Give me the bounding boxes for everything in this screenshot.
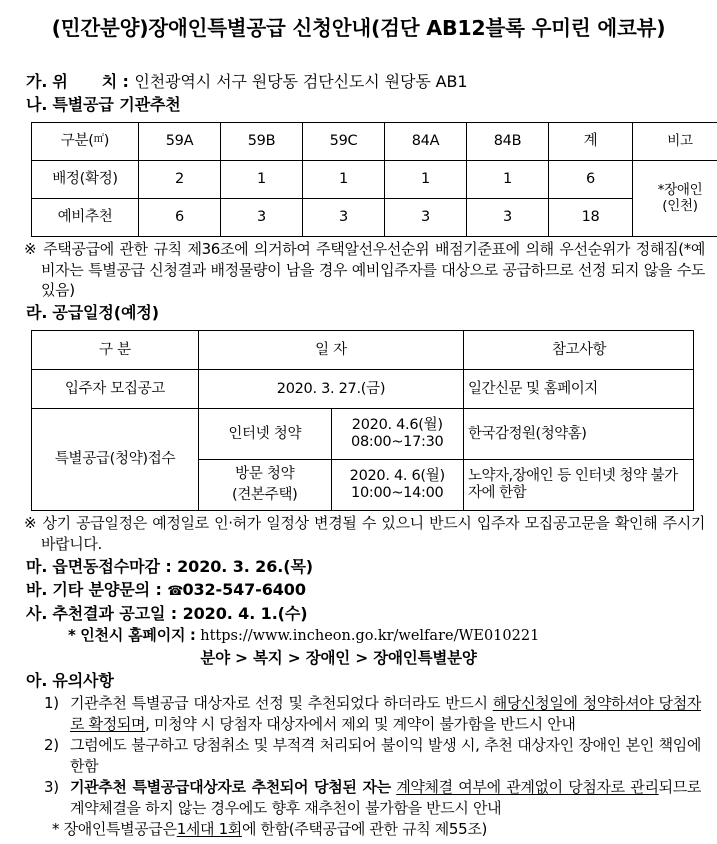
section-result-notice (0, 602, 717, 625)
caution-marker-3: 3) (44, 777, 59, 796)
date-internet-line-2: 08:00~17:30 (351, 434, 444, 451)
section-location-marker: 가. (26, 71, 48, 91)
final-note-bullet: * (52, 819, 60, 838)
cell-reference-internet: 한국감정원(청약홈) (464, 409, 694, 460)
cell-division-special-apply: 특별공급(청약)접수 (32, 409, 199, 511)
section-inquiry (0, 578, 717, 602)
list-item (44, 777, 701, 819)
table-row-header (32, 123, 717, 161)
cell-reference-recruit-notice: 일간신문 및 홈페이지 (464, 370, 694, 409)
header-cell-date: 일 자 (199, 331, 464, 370)
caution-text-3-part2: 되므로 계약체결을 하지 않는 경우에도 향후 재추천이 불가함을 반드시 안내 (70, 777, 702, 817)
section-deadline-label: 읍면동접수마감 (52, 556, 160, 576)
schedule-table (31, 330, 694, 511)
caution-text-1-part1: 기관추천 특별공급 대상자로 선정 및 추천되었다 하더라도 반드시 (70, 693, 493, 712)
method-visit-line-1: 방문 청약 (235, 466, 295, 483)
cell-assigned-84a: 1 (385, 161, 467, 199)
section-location (0, 70, 717, 93)
caution-marker-2: 2) (44, 735, 59, 754)
cell-reserve-84b: 3 (467, 199, 549, 237)
homepage-line (0, 625, 717, 647)
table-row (32, 409, 694, 460)
cell-reserve-59b: 3 (221, 199, 303, 237)
list-item (44, 693, 701, 735)
document-title: (민간분양)장애인특별공급 신청안내(검단 AB12블록 우미린 에코뷰) (51, 16, 666, 40)
header-cell-59b: 59B (221, 123, 303, 161)
cell-assigned-59a: 2 (139, 161, 221, 199)
method-visit-line-2: (견본주택) (231, 487, 298, 504)
cell-date-visit (331, 460, 464, 511)
date-internet-line-1: 2020. 4.6(월) (351, 416, 443, 433)
section-cautions (0, 669, 717, 692)
final-note-part1: 장애인특별공급은 (63, 819, 177, 838)
header-division-base: 구분( (60, 133, 94, 150)
section-inquiry-label: 기타 분양문의 (52, 579, 150, 599)
header-cell-59a: 59A (139, 123, 221, 161)
cell-assigned-total: 6 (549, 161, 633, 199)
cell-method-internet (199, 409, 332, 460)
cell-assigned-59c: 1 (303, 161, 385, 199)
header-cell-total: 계 (549, 123, 633, 161)
section-inquiry-marker: 바. (26, 579, 48, 599)
section-location-label-b: 치 (101, 71, 118, 91)
final-note (52, 819, 701, 840)
section-result-notice-colon: : (170, 603, 178, 623)
section-deadline-colon: : (165, 556, 172, 576)
section-special-supply-label: 특별공급 기관추천 (52, 94, 181, 114)
caution-text-1-part2: , 미청약 시 당첨자 대상자에서 제외 및 계약이 불가함을 반드시 안내 (145, 714, 576, 733)
header-cell-84a: 84A (385, 123, 467, 161)
cell-remarks-value (633, 161, 717, 237)
section-deadline-value: 2020. 3. 26.(목) (177, 556, 314, 576)
homepage-url[interactable]: https://www.incheon.go.kr/welfare/WE010221 (200, 627, 540, 644)
section-deadline (0, 555, 717, 578)
allocation-table (31, 122, 717, 237)
date-visit-line-1: 2020. 4. 6(월) (349, 467, 445, 484)
homepage-label: 인천시 홈페이지 (80, 625, 186, 644)
table-row (32, 199, 717, 237)
section-location-value: 인천광역시 서구 원당동 검단신도시 원당동 AB1 (134, 71, 468, 91)
section-inquiry-value: 032-547-6400 (182, 579, 306, 599)
section-location-colon: : (122, 71, 129, 91)
section-schedule-marker: 라. (26, 303, 48, 323)
section-cautions-label: 유의사항 (52, 671, 114, 691)
cell-division-recruit-notice: 입주자 모집공고 (32, 370, 199, 409)
header-cell-remarks: 비고 (633, 123, 717, 161)
section-deadline-marker: 마. (26, 556, 48, 576)
cell-assigned-84b: 1 (467, 161, 549, 199)
allocation-note-text: 주택공급에 관한 규칙 제36조에 의거하여 주택알선우선순위 배점기준표에 의해 우선순위가 정해짐(*예비자는 특별공급 신청결과 배정물량이 남을 경우 예비입주자를 대상으로 공급하므로 선정 되지 않을 수도 있음) (41, 240, 706, 300)
remarks-line-2: (인천) (662, 197, 698, 214)
homepage-colon: : (189, 625, 196, 644)
header-cell-division (32, 123, 139, 161)
telephone-icon: ☎ (167, 583, 183, 599)
caution-marker-1: 1) (44, 693, 59, 712)
caution-bold-3: 기관추천 특별공급대상자로 추천되어 당첨된 자는 (70, 777, 391, 796)
section-cautions-marker: 아. (26, 671, 48, 691)
row-label-assigned: 배정(확정) (32, 161, 139, 199)
schedule-note (0, 513, 717, 554)
allocation-note-symbol: ※ (24, 240, 38, 259)
caution-underline-3: 계약체결 여부에 관계없이 당첨자로 관리 (396, 777, 659, 796)
section-result-notice-label: 추천결과 공고일 (52, 603, 166, 623)
cell-assigned-59b: 1 (221, 161, 303, 199)
cell-reserve-total: 18 (549, 199, 633, 237)
section-schedule (0, 301, 717, 324)
section-result-notice-value: 2020. 4. 1.(수) (182, 603, 308, 623)
header-division-unit: ㎡ (93, 132, 104, 145)
schedule-note-text: 상기 공급일정은 예정일로 인·허가 일정상 변경될 수 있으니 반드시 입주자 모집공고문을 확인해 주시기 바랍니다. (41, 514, 706, 554)
table-row (32, 161, 717, 199)
method-internet-line-1: 인터넷 청약 (228, 425, 302, 442)
table-row (32, 370, 694, 409)
schedule-note-symbol: ※ (24, 514, 38, 533)
final-note-underline: 1세대 1회 (176, 819, 242, 838)
caution-text-2-part1: 그럼에도 불구하고 당첨취소 및 부적격 처리되어 불이익 발생 시, 추천 대상자인 장애인 본인 책임에 한함 (70, 735, 701, 775)
table-row-header (32, 331, 694, 370)
header-cell-division: 구 분 (32, 331, 199, 370)
homepage-bullet: * (68, 625, 76, 644)
header-cell-reference: 참고사항 (464, 331, 694, 370)
section-special-supply (0, 93, 717, 116)
row-label-reserve: 예비추천 (32, 199, 139, 237)
caution-list (0, 693, 717, 819)
header-cell-84b: 84B (467, 123, 549, 161)
caution-underline-1: 해당신청일에 청약하셔야 당첨자로 확정되며 (70, 693, 701, 733)
section-special-supply-marker: 나. (26, 94, 48, 114)
cell-reserve-59c: 3 (303, 199, 385, 237)
remarks-line-1: *장애인 (657, 182, 703, 199)
breadcrumb: 분야 > 복지 > 장애인 > 장애인특별분양 (200, 648, 477, 667)
cell-reference-visit: 노약자,장애인 등 인터넷 청약 불가자에 한함 (464, 460, 694, 511)
section-inquiry-colon: : (155, 579, 162, 599)
cell-date-recruit-notice: 2020. 3. 27.(금) (199, 370, 464, 409)
header-division-close: ) (103, 133, 110, 150)
section-location-label-a: 위 (52, 71, 68, 91)
cell-method-visit (199, 460, 332, 511)
allocation-note (0, 239, 717, 301)
cell-date-internet (331, 409, 464, 460)
final-note-part2: 에 한함(주택공급에 관한 규칙 제55조) (241, 819, 487, 838)
cell-reserve-59a: 6 (139, 199, 221, 237)
section-schedule-label: 공급일정(예정) (52, 303, 159, 323)
list-item (44, 735, 701, 777)
header-cell-59c: 59C (303, 123, 385, 161)
section-result-notice-marker: 사. (26, 603, 48, 623)
cell-reserve-84a: 3 (385, 199, 467, 237)
date-visit-line-2: 10:00~14:00 (351, 485, 444, 502)
